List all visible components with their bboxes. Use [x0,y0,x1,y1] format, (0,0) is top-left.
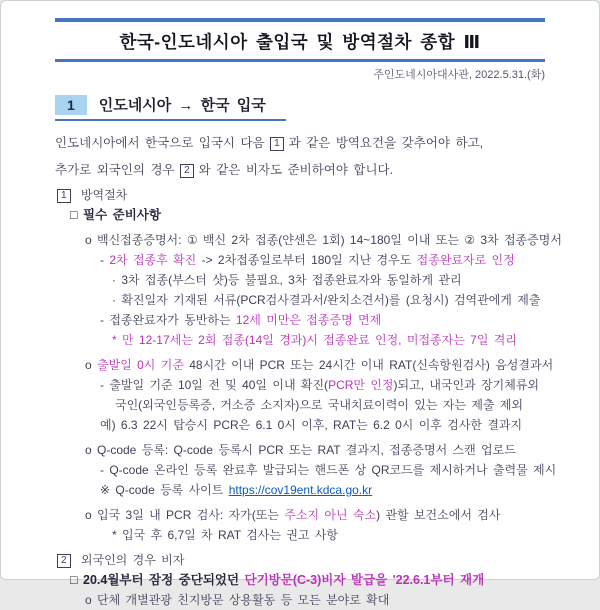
text-segment: □ 필수 준비사항 [70,208,161,222]
title-rule-top [55,18,545,22]
doc-line [55,355,554,375]
intro-line-1 [55,130,545,157]
text-segment: 주소지 아닌 숙소 [284,508,377,522]
doc-line [55,330,545,350]
doc-body [55,185,562,610]
doc-line [55,550,545,570]
doc-line [55,290,545,310]
text-segment: 국인(외국인등록증, 거소증 소지자)으로 국내치료이력이 있는 자는 제출 제외 [115,398,524,412]
text-segment: 출발일 0시 기준 [97,358,184,372]
text-segment: ) 관할 보건소에서 검사 [376,508,501,522]
doc-line [55,590,545,610]
source-line: 주인도네시아대사관, 2022.5.31.(화) [373,69,545,81]
text-segment: -> 2차접종일로부터 180일 지난 경우도 [196,253,417,267]
intro-paragraph [55,130,545,184]
boxed-number: 1 [270,137,284,151]
text-segment: 2차 접종후 확진 [109,253,197,267]
text-segment: - 접종완료자가 동반하는 [100,313,236,327]
text-segment: PCR만 인정 [328,378,394,392]
section-title: 인도네시아 → 한국 입국 [98,97,266,114]
doc-line [55,375,545,395]
title-rule-bottom [55,59,545,62]
text-segment: * 입국 후 6,7일 차 RAT 검사는 권고 사항 [112,528,339,542]
doc-line [55,205,545,225]
doc-line [55,525,545,545]
intro-line-2 [55,157,545,184]
text-segment: 외국인의 경우 비자 [75,553,185,567]
doc-title: 한국-인도네시아 출입국 및 방역절차 종합 Ⅲ [119,32,481,52]
text-segment: - Q-code 온라인 등록 완료후 발급되는 핸드폰 상 QR코드를 제시하거나 출력물 제시 [100,463,557,477]
text-segment: 단기방문(C-3)비자 발급을 [244,573,388,587]
text-segment: o Q-code 등록: Q-code 등록시 PCR 또는 RAT 결과지, 접종증명서 스캔 업로드 [85,443,516,457]
qcode-site-link[interactable]: https://cov19ent.kdca.go.kr [228,483,373,497]
doc-line [55,230,562,250]
text-segment: - [100,253,110,267]
section-number-badge: 1 [55,95,87,115]
text-segment: 추가로 외국인의 경우 [55,163,181,177]
text-segment: - 출발일 기준 10일 전 및 40일 이내 확진( [100,378,329,392]
text-segment: )되고, 내국인과 장기체류외 [393,378,540,392]
text-segment: o 백신접종증명서: ① 백신 2차 접종(얀센은 1회) 14~180일 이내 또는 ② 3차 접종증명서 [85,233,562,247]
text-segment: 과 같은 방역요건을 갖추어야 하고, [288,136,484,150]
text-segment: ※ Q-code 등록 사이트 [100,483,229,497]
doc-line [55,505,545,525]
text-segment: o [85,358,98,372]
doc-line [55,570,545,590]
doc-line [55,480,545,500]
text-segment: 인도네시아에서 한국으로 입국시 다음 [55,136,271,150]
text-segment: 접종완료자로 인정 [416,253,515,267]
text-segment: 예) 6.3 22시 탑승시 PCR은 6.1 0시 이후, RAT는 6.2 0시 이후 검사한 결과지 [100,418,523,432]
doc-line [55,250,545,270]
doc-line [55,395,545,415]
doc-line [55,460,557,480]
doc-line [55,270,545,290]
text-segment: 48시간 이내 PCR 또는 24시간 이내 RAT(신속항원검사) 음성결과서 [183,358,554,372]
section-1-header [55,94,286,121]
doc-line [55,310,545,330]
text-segment: * 만 12-17세는 2회 접종(14일 경과)시 접종완료 인정, 미접종자는 7일 격리 [112,333,517,347]
text-segment: '22.6.1부터 재개 [392,573,485,587]
boxed-number: 2 [57,554,71,568]
text-segment: □ 20.4월부터 잠정 중단되었던 [70,573,245,587]
text-segment: 와 같은 비자도 준비하여야 합니다. [198,163,394,177]
text-segment: · 3차 접종(부스터 샷)등 불필요, 3차 접종완료자와 동일하게 관리 [112,273,462,287]
boxed-number: 2 [180,164,194,178]
text-segment: · 확진일자 기재된 서류(PCR검사결과서/완치소견서)를 (요청시) 검역관에게 제출 [112,293,541,307]
doc-line [55,185,545,205]
boxed-number: 1 [57,189,71,203]
text-segment: o 입국 3일 내 PCR 검사: 자가(또는 [85,508,285,522]
text-segment: 12세 미만은 접종증명 면제 [235,313,382,327]
text-segment: 방역절차 [75,188,128,202]
text-segment: o 단체 개별관광 친지방문 상용활동 등 모든 분야로 확대 [85,593,390,607]
doc-line [55,415,545,435]
doc-line [55,440,545,460]
